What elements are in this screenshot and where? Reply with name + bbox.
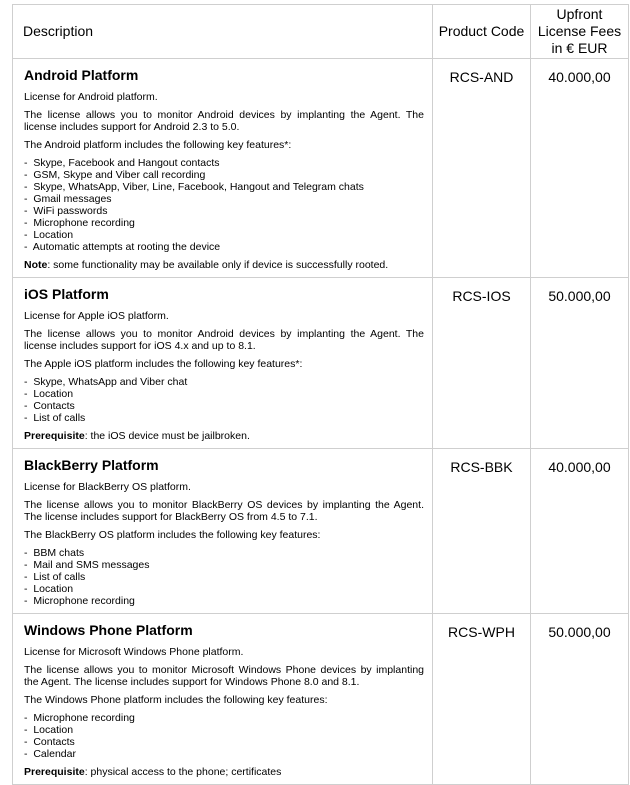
list-item: - GSM, Skype and Viber call recording	[24, 169, 424, 181]
table-row	[13, 278, 629, 449]
note-body: : some functionality may be available only if device is successfully rooted.	[47, 259, 389, 271]
list-item: - Microphone recording	[24, 217, 424, 229]
row-description	[13, 449, 433, 614]
license-fees-header	[531, 5, 629, 59]
list-item: - Location	[24, 229, 424, 241]
list-item: - Automatic attempts at rooting the device	[24, 241, 424, 253]
product-code-header: Product Code	[433, 5, 531, 59]
list-item: - WiFi passwords	[24, 205, 424, 217]
details-text: The license allows you to monitor Microsoft Windows Phone devices by implanting the Agent. The license includes support for Windows Phone 8.0 and 8.1.	[24, 664, 424, 688]
list-item: - Microphone recording	[24, 595, 424, 607]
note-body: : physical access to the phone; certificates	[84, 766, 282, 778]
row-description	[13, 59, 433, 278]
feature-list	[24, 547, 424, 607]
note-text	[24, 259, 424, 271]
list-item: - Skype, WhatsApp and Viber chat	[24, 376, 424, 388]
table-row	[13, 449, 629, 614]
list-item: - Contacts	[24, 400, 424, 412]
platform-title: iOS Platform	[24, 286, 109, 302]
fees-header-line: License Fees	[537, 23, 622, 39]
list-item: - BBM chats	[24, 547, 424, 559]
list-item: - List of calls	[24, 571, 424, 583]
feature-list	[24, 376, 424, 424]
list-item: - Calendar	[24, 748, 424, 760]
list-item: - Microphone recording	[24, 712, 424, 724]
list-item: - Skype, Facebook and Hangout contacts	[24, 157, 424, 169]
product-code-cell: RCS-AND	[433, 59, 531, 278]
list-item: - Location	[24, 583, 424, 595]
details-text: The license allows you to monitor BlackBerry OS devices by implanting the Agent. The license includes support for BlackBerry OS from 4.5 to 7.1.	[24, 499, 424, 523]
list-item: - Contacts	[24, 736, 424, 748]
features-intro: The Apple iOS platform includes the following key features*:	[24, 358, 303, 370]
features-intro: The Android platform includes the following key features*:	[24, 139, 292, 151]
fee-cell: 40.000,00	[531, 59, 629, 278]
table-row	[13, 59, 629, 278]
list-item: - Location	[24, 388, 424, 400]
table-row	[13, 614, 629, 785]
license-text: License for Apple iOS platform.	[24, 310, 169, 322]
features-intro: The BlackBerry OS platform includes the following key features:	[24, 529, 321, 541]
details-text: The license allows you to monitor Android devices by implanting the Agent. The license includes support for Android 2.3 to 5.0.	[24, 109, 424, 133]
fee-cell: 50.000,00	[531, 614, 629, 785]
row-description	[13, 614, 433, 785]
note-label: Prerequisite	[24, 430, 85, 442]
license-table	[12, 4, 629, 785]
note-label: Prerequisite	[24, 766, 85, 778]
list-item: - Gmail messages	[24, 193, 424, 205]
note-text	[24, 430, 424, 442]
fees-header-line: in € EUR	[551, 40, 608, 56]
details-text: The license allows you to monitor Android devices by implanting the Agent. The license includes support for iOS 4.x and up to 8.1.	[24, 328, 424, 352]
description-header: Description	[13, 5, 433, 59]
row-description	[13, 278, 433, 449]
platform-title: BlackBerry Platform	[24, 457, 159, 473]
feature-list	[24, 157, 424, 253]
feature-list	[24, 712, 424, 760]
note-body: : the iOS device must be jailbroken.	[84, 430, 250, 442]
fees-header-line: Upfront	[556, 6, 603, 22]
features-intro: The Windows Phone platform includes the following key features:	[24, 694, 328, 706]
note-text	[24, 766, 424, 778]
license-text: License for Android platform.	[24, 91, 158, 103]
platform-title: Android Platform	[24, 67, 139, 83]
product-code-cell: RCS-BBK	[433, 449, 531, 614]
product-code-cell: RCS-IOS	[433, 278, 531, 449]
fee-cell: 50.000,00	[531, 278, 629, 449]
list-item: - Mail and SMS messages	[24, 559, 424, 571]
list-item: - Location	[24, 724, 424, 736]
table-header-row	[13, 5, 629, 59]
list-item: - List of calls	[24, 412, 424, 424]
product-code-cell: RCS-WPH	[433, 614, 531, 785]
license-text: License for Microsoft Windows Phone platform.	[24, 646, 244, 658]
platform-title: Windows Phone Platform	[24, 622, 193, 638]
fee-cell: 40.000,00	[531, 449, 629, 614]
list-item: - Skype, WhatsApp, Viber, Line, Facebook, Hangout and Telegram chats	[24, 181, 424, 193]
note-label: Note	[24, 259, 48, 271]
license-text: License for BlackBerry OS platform.	[24, 481, 191, 493]
